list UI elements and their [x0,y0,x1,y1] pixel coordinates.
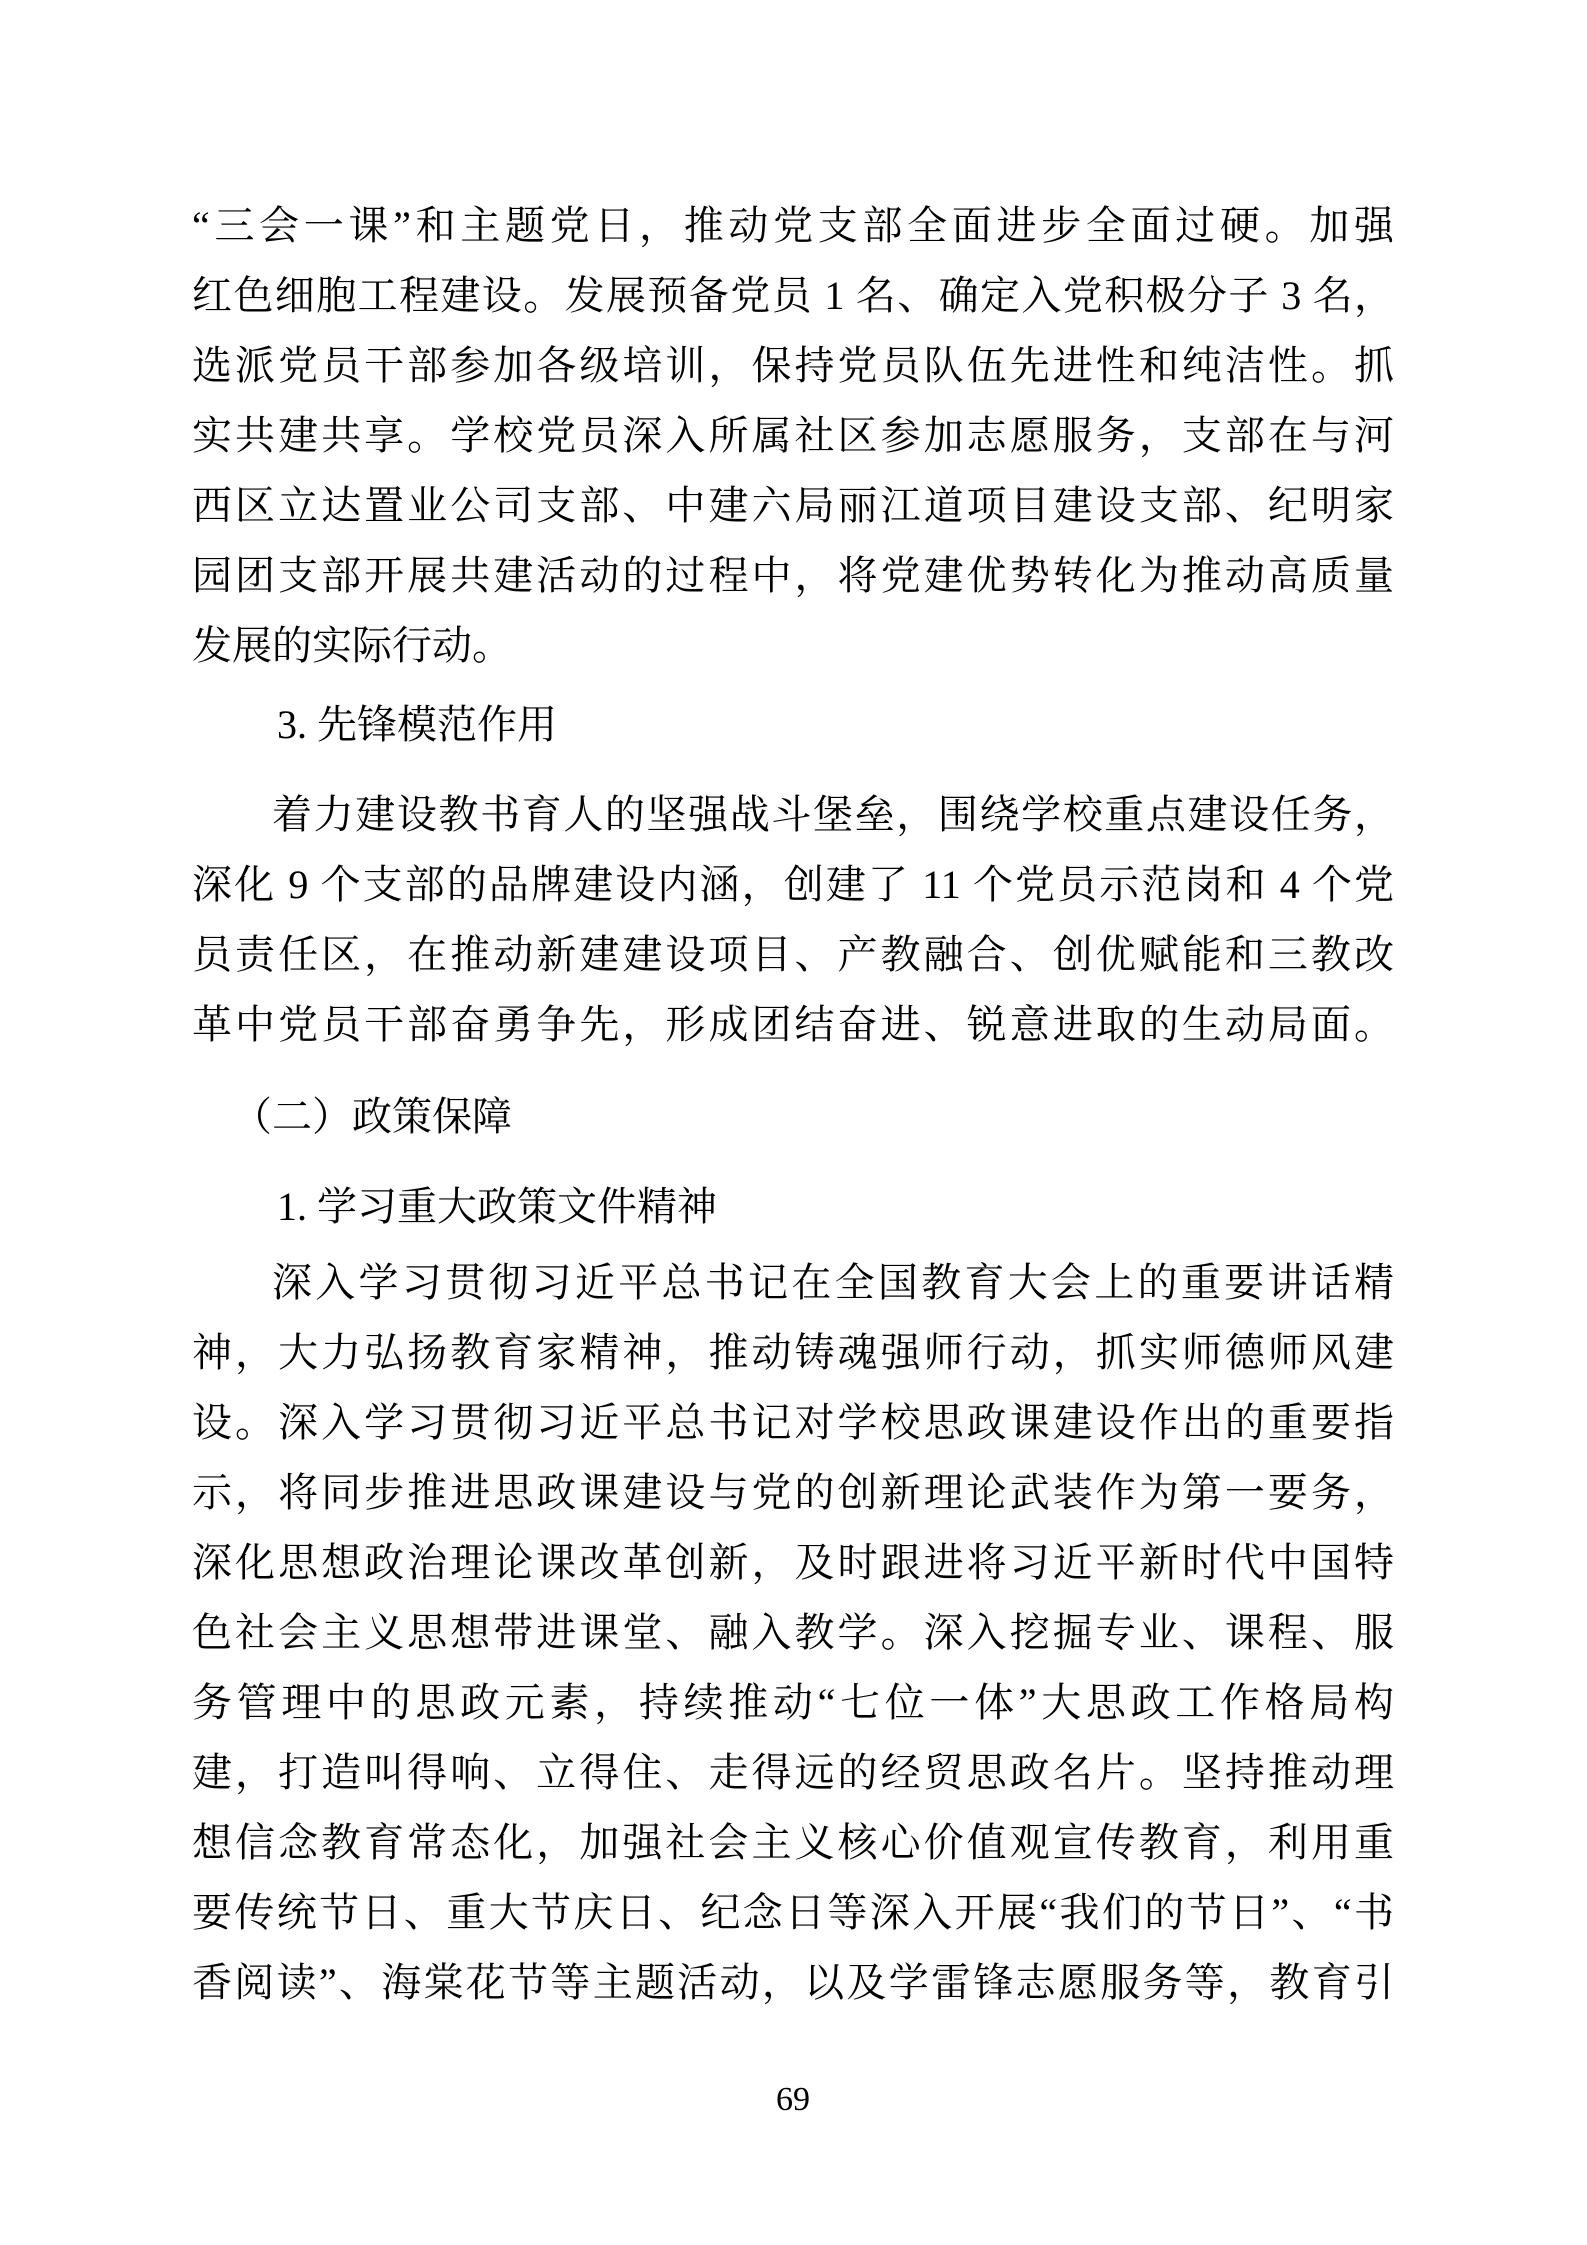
para-pioneer-model [192,780,1394,1060]
text-line: 深化思想政治理论课改革创新，及时跟进将习近平新时代中国特 [192,1540,1394,1585]
text-line: 员责任区，在推动新建建设项目、产教融合、创优赋能和三教改 [192,932,1394,977]
text-line: 选派党员干部参加各级培训，保持党员队伍先进性和纯洁性。抓 [192,343,1394,388]
text-line: 香阅读”、海棠花节等主题活动，以及学雷锋志愿服务等，教育引 [192,1960,1394,2005]
text-line: 革中党员干部奋勇争先，形成团结奋进、锐意进取的生动局面。 [192,1002,1394,1047]
text-line: 色社会主义思想带进课堂、融入教学。深入挖掘专业、课程、服 [192,1610,1394,1655]
text-line: 红色细胞工程建设。发展预备党员 1 名、确定入党积极分子 3 名， [192,273,1394,318]
heading-text: （二）政策保障 [232,1094,512,1139]
text-line: 深化 9 个支部的品牌建设内涵，创建了 11 个党员示范岗和 4 个党 [192,862,1394,907]
para-party-branch-building [192,191,1394,681]
text-line: 发展的实际行动。 [192,623,512,668]
heading-policy-support [192,1082,1394,1152]
heading-pioneer-role [192,690,1394,760]
heading-study-policy [192,1172,1394,1242]
page-number: 69 [776,2081,810,2118]
text-line: “三会一课”和主题党日，推动党支部全面进步全面过硬。加强 [192,203,1394,248]
text-line: 示，将同步推进思政课建设与党的创新理论武装作为第一要务， [192,1470,1394,1515]
text-line: 着力建设教书育人的坚强战斗堡垒，围绕学校重点建设任务， [272,792,1394,837]
text-line: 西区立达置业公司支部、中建六局丽江道项目建设支部、纪明家 [192,483,1394,528]
text-line: 神，大力弘扬教育家精神，推动铸魂强师行动，抓实师德师风建 [192,1330,1394,1375]
text-line: 园团支部开展共建活动的过程中，将党建优势转化为推动高质量 [192,553,1394,598]
heading-text: 3. 先锋模范作用 [277,702,557,747]
text-line: 实共建共享。学校党员深入所属社区参加志愿服务，支部在与河 [192,413,1394,458]
text-line: 要传统节日、重大节庆日、纪念日等深入开展“我们的节日”、“书 [192,1890,1394,1935]
text-line: 设。深入学习贯彻习近平总书记对学校思政课建设作出的重要指 [192,1400,1394,1445]
document-body [192,191,1394,2120]
text-line: 务管理中的思政元素，持续推动“七位一体”大思政工作格局构 [192,1680,1394,1725]
heading-text: 1. 学习重大政策文件精神 [277,1184,717,1229]
para-study-policy-spirit [192,1248,1394,2018]
text-line: 建，打造叫得响、立得住、走得远的经贸思政名片。坚持推动理 [192,1750,1394,1795]
text-line: 想信念教育常态化，加强社会主义核心价值观宣传教育，利用重 [192,1820,1394,1865]
text-line: 深入学习贯彻习近平总书记在全国教育大会上的重要讲话精 [272,1260,1394,1305]
